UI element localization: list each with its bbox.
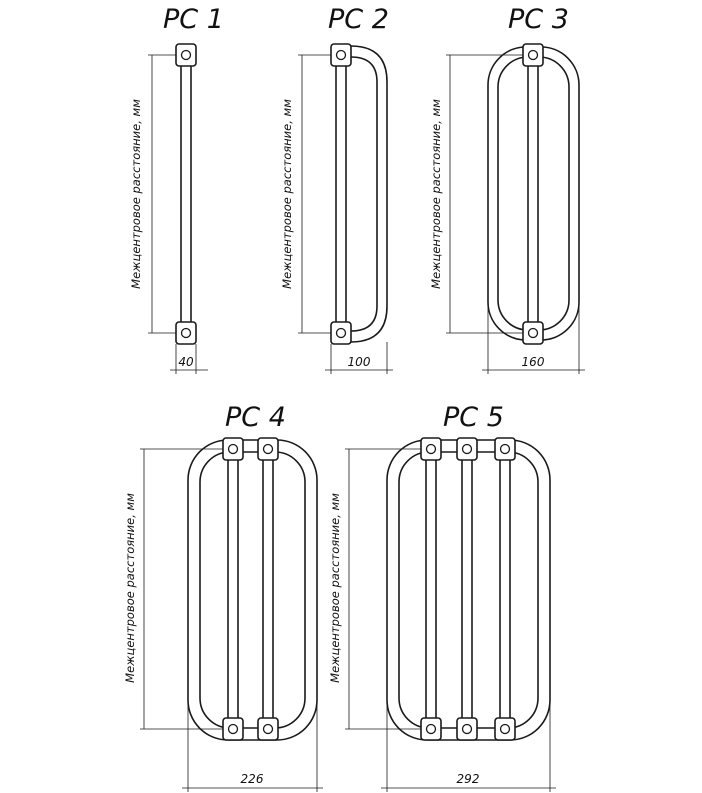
- rc5-mount-top-2-hole: [463, 445, 472, 454]
- rc4-loop-inner: [200, 452, 305, 728]
- rc2-width-label: 100: [347, 355, 371, 369]
- rc1-mount-top-hole: [182, 51, 191, 60]
- rc4-mount-bottom-2-hole: [264, 725, 273, 734]
- rc4-width-label: 226: [240, 772, 264, 786]
- rc4-mount-bottom-1-hole: [229, 725, 238, 734]
- model-rc2: [280, 4, 393, 374]
- rc3-mount-bottom-hole: [529, 329, 538, 338]
- model-rc4: [123, 402, 323, 792]
- rc2-mount-bottom-hole: [337, 329, 346, 338]
- model-rc3-title: РС 3: [508, 4, 569, 35]
- rc3-loop-inner: [498, 57, 569, 330]
- rc2-tube-outer: [351, 46, 387, 342]
- rc2-tube-inner: [351, 57, 377, 331]
- rc3-loop-outer: [488, 47, 579, 340]
- rc1-height-label: Межцентровое расстояние, мм: [129, 99, 143, 289]
- model-rc4-title: РС 4: [225, 402, 286, 433]
- rc1-width-label: 40: [178, 355, 194, 369]
- model-rc1-title: РС 1: [163, 4, 224, 35]
- model-rc5: [328, 402, 556, 792]
- rc5-mount-top-1-hole: [427, 445, 436, 454]
- rc5-mount-top-3-hole: [501, 445, 510, 454]
- rc4-mount-top-1-hole: [229, 445, 238, 454]
- model-rc1: [129, 4, 224, 374]
- rc5-height-label: Межцентровое расстояние, мм: [328, 493, 342, 683]
- rc3-width-label: 160: [521, 355, 545, 369]
- rc2-height-label: Межцентровое расстояние, мм: [280, 99, 294, 289]
- rc2-mount-top-hole: [337, 51, 346, 60]
- rc5-loop-inner: [399, 452, 538, 728]
- rc5-mount-bottom-3-hole: [501, 725, 510, 734]
- rc5-mount-bottom-1-hole: [427, 725, 436, 734]
- rc4-mount-top-2-hole: [264, 445, 273, 454]
- rc5-mount-bottom-2-hole: [463, 725, 472, 734]
- model-rc3: [429, 4, 585, 374]
- rc5-width-label: 292: [456, 772, 480, 786]
- rc1-mount-bottom-hole: [182, 329, 191, 338]
- rc3-mount-top-hole: [529, 51, 538, 60]
- rc5-loop-outer: [387, 440, 550, 740]
- rc4-loop-outer: [188, 440, 317, 740]
- rc3-height-label: Межцентровое расстояние, мм: [429, 99, 443, 289]
- rc4-height-label: Межцентровое расстояние, мм: [123, 493, 137, 683]
- model-rc2-title: РС 2: [328, 4, 389, 35]
- model-rc5-title: РС 5: [443, 402, 504, 433]
